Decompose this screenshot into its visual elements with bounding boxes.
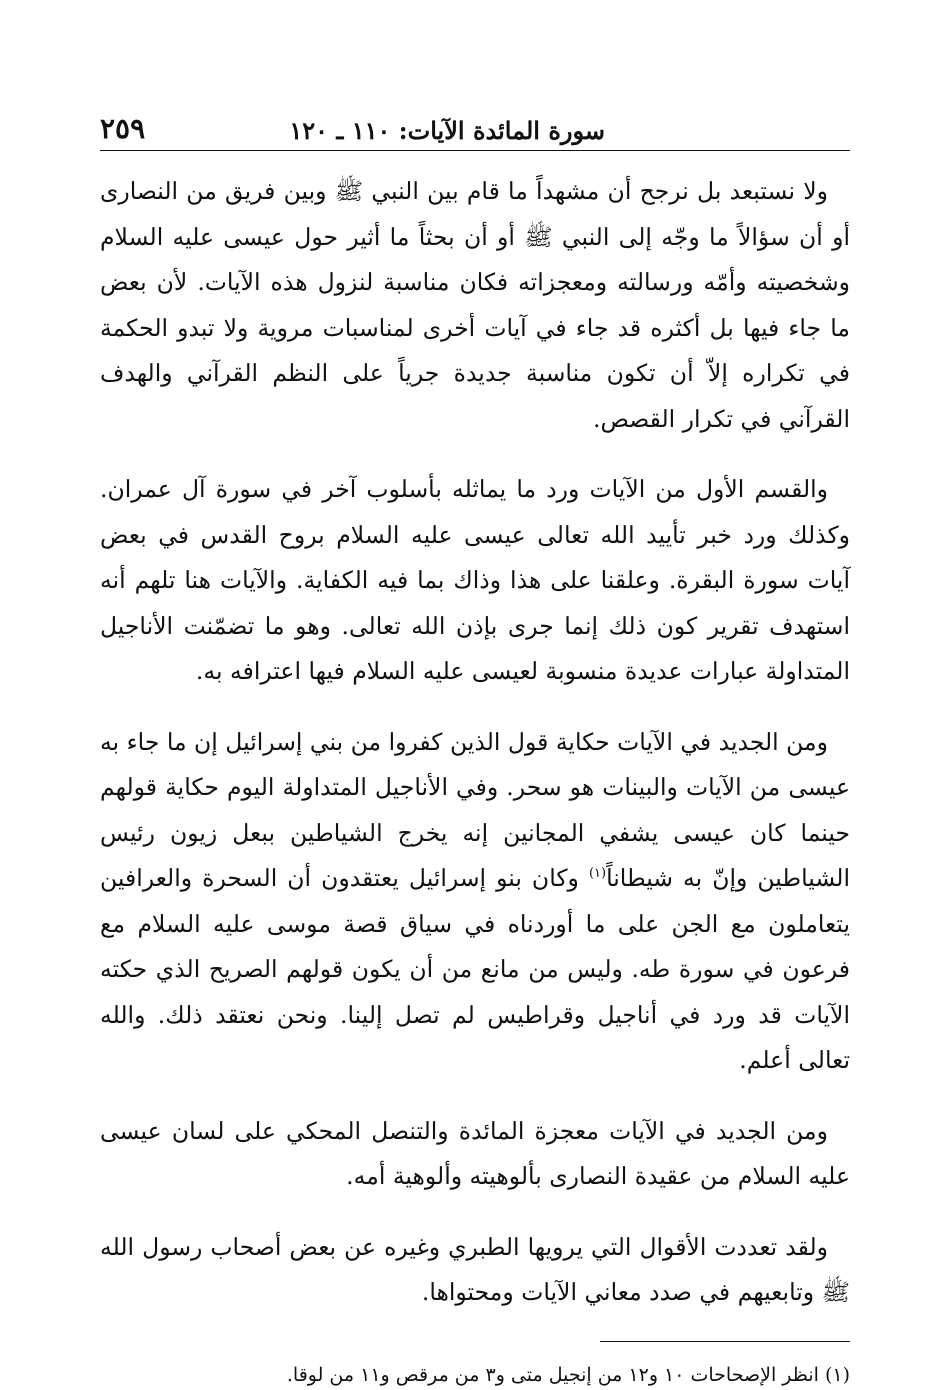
paragraph-text: ومن الجديد في الآيات حكاية قول الذين كفروا من بني إسرائيل إن ما جاء به عيسى من الآيات والبينات هو سحر. وفي الأناجيل المتداولة اليوم حكاية قولهم حينما كان عيسى يشفي المجانين إنه يخرج الشياطين ببعل زيون رئيس الشياطين وإنّ به شيطاناً bbox=[100, 727, 850, 892]
page-body bbox=[100, 169, 850, 1316]
footnote-marker: (١) bbox=[588, 866, 607, 882]
page-header bbox=[100, 110, 850, 151]
paragraph: والقسم الأول من الآيات ورد ما يماثله بأسلوب آخر في سورة آل عمران. وكذلك ورد خبر تأييد الله تعالى عيسى عليه السلام بروح القدس في بعض آيات سورة البقرة. وعلقنا على هذا وذاك بما فيه الكفاية. والآيات هنا تلهم أنه استهدف تقرير كون ذلك إنما جرى بإذن الله تعالى. وهو ما تضمّنت الأناجيل المتداولة عبارات عديدة منسوبة لعيسى عليه السلام فيها اعترافه به. bbox=[100, 475, 850, 685]
running-title: سورة المائدة الآيات: ١١٠ ـ ١٢٠ bbox=[289, 116, 605, 145]
page-number: ٢٥٩ bbox=[100, 112, 146, 145]
paragraph-text: وكان بنو إسرائيل يعتقدون أن السحرة والعرافين يتعاملون مع الجن على ما أوردناه في سياق قصة موسى عليه السلام مع فرعون في سورة طه. وليس من مانع من أن يكون قولهم الصريح الذي حكته الآيات قد ورد في أناجيل وقراطيس لم تصل إلينا. ونحن نعتقد ذلك. والله تعالى أعلم. bbox=[100, 864, 850, 1074]
footnote-separator bbox=[600, 1341, 850, 1342]
paragraph: ولقد تعددت الأقوال التي يرويها الطبري وغيره عن بعض أصحاب رسول الله ﷺ وتابعيهم في صدد معاني الآيات ومحتواها. bbox=[100, 1232, 850, 1306]
paragraph: ومن الجديد في الآيات معجزة المائدة والتنصل المحكي على لسان عيسى عليه السلام من عقيدة النصارى بألوهيته وألوهية أمه. bbox=[100, 1116, 850, 1190]
footnote: (١) انظر الإصحاحات ١٠ و١٢ من إنجيل متى و٣ من مرقص و١١ من لوقا. bbox=[286, 1363, 850, 1386]
book-page bbox=[100, 110, 850, 1386]
paragraph: ولا نستبعد بل نرجح أن مشهداً ما قام بين النبي ﷺ وبين فريق من النصارى أو أن سؤالاً ما وجّه إلى النبي ﷺ أو أن بحثاً ما أثير حول عيسى عليه السلام وشخصيته وأمّه ورسالته ومعجزاته فكان مناسبة لنزول هذه الآيات. لأن بعض ما جاء فيها بل أكثره قد جاء في آيات أخرى لمناسبات مروية ولا تبدو الحكمة في تكراره إلاّ أن تكون مناسبة جديدة جرياً على النظم القرآني والهدف القرآني في تكرار القصص. bbox=[100, 177, 850, 433]
paragraph bbox=[100, 720, 850, 1084]
